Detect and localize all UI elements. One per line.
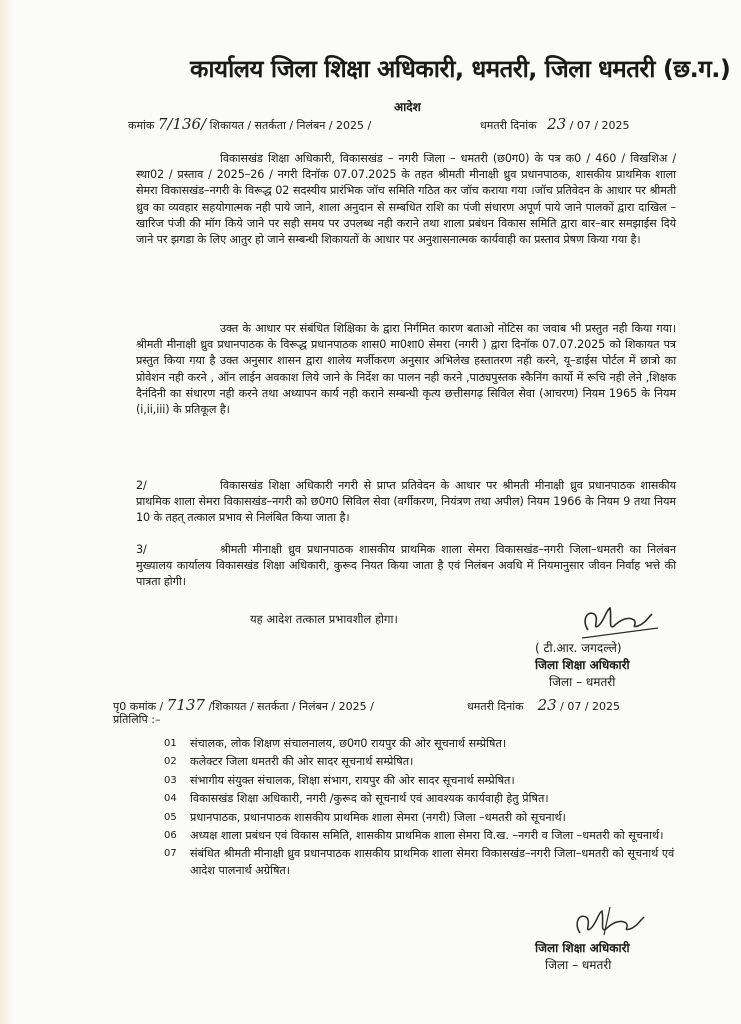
list-item <box>164 791 684 807</box>
list-item-text: संभागीय संयुक्त संचालक, शिक्षा संभाग, रायपुर की ओर सादर सूचनार्थ सम्प्रेषित। <box>190 773 515 787</box>
copy-signatory-district: जिला – धमतरी <box>545 958 612 972</box>
paragraph-number: 2/ <box>136 479 147 492</box>
paragraph-text: श्रीमती मीनाक्षी ध्रुव प्रधानपाठक शासकीय प्राथमिक शाला सेमरा विकासखंड–नगरी जिला–धमतरी का निलंबन मुख्यालय कार्यालय विकासखंड शिक्षा अधिकारी, कुरूद नियत किया जाता है एवं निलंबन अवधि में नियमानुसार जीवन निर्वाह भत्ते की पात्रता होगी। <box>136 543 676 589</box>
paragraph-number: 3/ <box>136 543 147 556</box>
paragraph-text: विकासखंड शिक्षा अधिकारी नगरी से प्राप्त प्रतिवेदन के आधार पर श्रीमती मीनाक्षी ध्रुव प्रधानपाठक शासकीय प्राथमिक शाला सेमरा विकासखंड–नगरी को छ0ग0 सिविल सेवा (वर्गीकरण, नियंत्रण तथा अपील) नियम 1966 के नियम 9 तथा नियम 10 के तहत् तत्काल प्रभाव से निलंबित किया जाता है। <box>136 479 676 525</box>
date-label: धमतरी दिनांक <box>480 119 537 132</box>
list-item <box>164 810 684 826</box>
paragraph-1: विकासखंड शिक्षा अधिकारी, विकासखंड – नगरी जिला – धमतरी (छ0ग0) के पत्र क0 / 460 / विखशिअ / स्था02 / प्रस्ताव / 2025–26 / नगरी दिनॉक 07.07.2025 के तहत श्रीमती मीनाक्षी ध्रुव प्रधानपाठक, शासकीय प्राथमिक शाला सेमरा विकासखंड–नगरी के विरूद्ध 02 सदस्यीय प्रारंभिक जॉच समिति गठित कर जॉच कराया गया ।जॉच प्रतिवेदन के आधार पर श्रीमती ध्रुव का व्यवहार सहयोगात्मक नही पाये जाने, शाला अनुदान से सम्बधित राशि का पंजी संधारण अपूर्ण पाये जाने पालकों द्वारा दाखिल –खारिज पंजी की मॉग किये जाने पर सही समय पर उपलब्ध नही कराने तथा शाला प्रबंधन विकास समिति द्वारा बार–बार समझाईस दिये जाने पर झगडा के लिए आतुर हो जाने सम्बन्धी शिकायतों के आधार पर अनुशासनात्मक कार्यवाही का प्रस्ताव प्रेषण किया गया है। <box>136 152 676 247</box>
paragraph-numbered-3 <box>136 542 676 591</box>
paragraph-numbered-2 <box>136 478 676 527</box>
paragraph-2: उक्त के आधार पर संबंधित शिक्षिका के द्वारा निर्गमित कारण बताओ नोटिस का जवाब भी प्रस्तुत नही किया गया। श्रीमती मीनाक्षी ध्रुव प्रधानपाठक के विरूद्ध प्रधानपाठक शास0 मा0शा0 सेमरा (नगरी ) द्वारा दिनॉक 07.07.2025 को शिकायत पत्र प्रस्तुत किया गया है उक्त अनुसार शासन द्वारा शालेय मर्जीकरण अनुसार अभिलेख हस्तातरण नही करने, यू–डाईस पोर्टल में छात्रो का प्रोवेशन नही करने , ऑन लाईन अवकाश लिये जाने के निर्देश का पालन नही करने ,पाठ्यपुस्तक स्कैनिंग कार्यो में रूचि नही लेने ,शिक्षक दैनंदिनी का संधारण नही करने तथा अध्यापन कार्य नही कराने सम्बन्धी कृत्य छत्तीसगढ़ सिविल सेवा (आचरण) नियम 1965 के नियम (i,ii,iii) के प्रतिकूल है। <box>136 322 676 417</box>
list-item-text: संबंधित श्रीमती मीनाक्षी ध्रुव प्रधानपाठक शासकीय प्राथमिक शाला सेमरा विकासखंड–नगरी जिला–धमतरी को सूचनार्थ एवं आदेश पालनार्थ अग्रेषित। <box>190 847 675 877</box>
copy-ref-suffix: /शिकायत / सतर्कता / निलंबन / 2025 / <box>208 700 374 713</box>
list-item <box>164 828 684 844</box>
signatory-block <box>535 640 630 691</box>
list-item <box>164 773 684 789</box>
copy-signatory-designation: जिला शिक्षा अधिकारी <box>535 941 630 955</box>
office-title: कार्यालय जिला शिक्षा अधिकारी, धमतरी, जिला धमतरी (छ.ग.) <box>190 55 731 83</box>
list-item-number: 07 <box>164 848 177 860</box>
signature-image <box>578 600 668 640</box>
copy-label: प्रतिलिपि :– <box>113 713 161 726</box>
list-item-number: 02 <box>164 756 177 768</box>
list-item-number: 06 <box>164 830 177 842</box>
date-day-handwritten: 23 <box>547 115 567 133</box>
copy-date-rest: / 07 / 2025 <box>560 700 621 713</box>
ref-prefix: कमांक <box>128 119 155 132</box>
list-item-number: 03 <box>164 774 177 786</box>
signatory-district: जिला – धमतरी <box>549 675 616 689</box>
ref-number-handwritten: 7/136/ <box>157 115 207 133</box>
list-item-number: 05 <box>164 811 177 823</box>
list-item-number: 04 <box>164 793 177 805</box>
list-item <box>164 736 684 752</box>
list-item <box>164 846 684 879</box>
copy-signatory-block <box>535 940 630 974</box>
list-item <box>164 754 684 770</box>
list-item-text: विकासखंड शिक्षा अधिकारी, नगरी /कुरूद को सूचनार्थ एवं आवश्यक कार्यवाही हेतु प्रेषित। <box>190 792 549 806</box>
signatory-designation: जिला शिक्षा अधिकारी <box>535 658 630 672</box>
order-date <box>480 115 630 133</box>
effect-line: यह आदेश तत्काल प्रभावशील होगा। <box>250 612 398 626</box>
date-rest: / 07 / 2025 <box>569 119 630 132</box>
list-item-number: 01 <box>164 738 177 749</box>
copy-date <box>467 696 620 714</box>
ref-suffix: शिकायत / सतर्कता / निलंबन / 2025 / <box>209 119 372 132</box>
copy-date-label: धमतरी दिनांक <box>467 700 524 713</box>
scan-edge-shadow <box>0 0 14 1024</box>
copy-signature-image <box>570 905 650 941</box>
list-item-text: कलेक्टर जिला धमतरी की ओर सादर सूचनार्थ सम्प्रेषित। <box>190 755 414 769</box>
list-item-text: संचालक, लोक शिक्षण संचालनालय, छ0ग0 रायपुर की ओर सूचनार्थ सम्प्रेषित। <box>190 737 507 750</box>
copy-ref-prefix: पृ0 कमांक / <box>113 700 164 713</box>
list-item-text: अध्यक्ष शाला प्रबंधन एवं विकास समिति, शासकीय प्राथमिक शाला सेमरा वि.ख. –नगरी व जिला –धमतरी को सूचनार्थ। <box>190 829 664 843</box>
list-item-text: प्रधानपाठक, प्रधानपाठक शासकीय प्राथमिक शाला सेमरा (नगरी) जिला –धमतरी को सूचनार्थ। <box>190 810 566 824</box>
copy-ref-number-handwritten: 7137 <box>166 696 205 714</box>
copy-date-day-handwritten: 23 <box>537 696 557 714</box>
signatory-name: ( टी.आर. जगदल्ले) <box>535 641 622 655</box>
copy-recipient-list <box>164 736 684 881</box>
order-heading: आदेश <box>394 100 421 114</box>
order-reference <box>128 115 371 133</box>
